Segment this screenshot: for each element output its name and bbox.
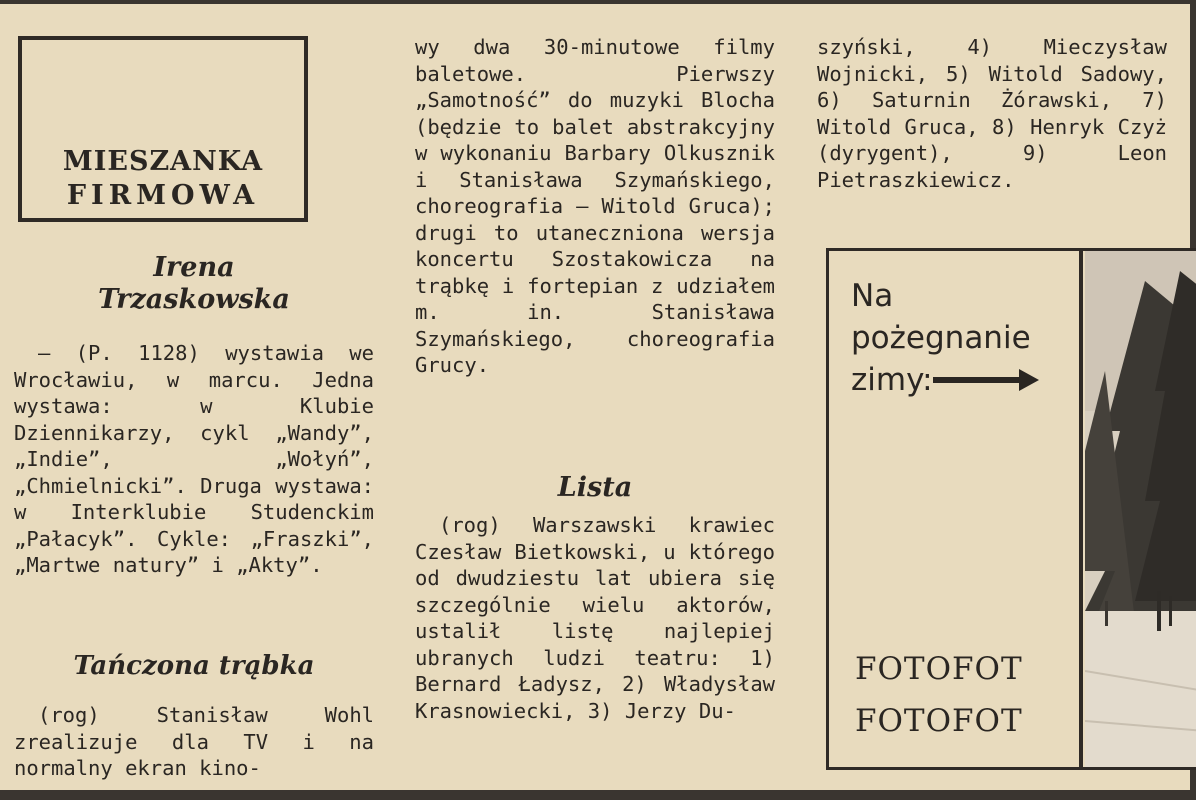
- arrow-shaft: [933, 377, 1019, 383]
- caption-line2: pożegnanie: [851, 320, 1031, 356]
- winter-forest-photo: [1085, 251, 1196, 767]
- lista-text-col2: (rog) Warszawski krawiec Czesław Bietkowski, u którego od dwudziestu lat ubiera się szczególnie wielu aktorów, ustalił listę najlepiej ubranych ludzi teatru: 1) Bernard Ładysz, 2) Władysław Krasnowiecki, 3) Jerzy Du-: [415, 513, 775, 723]
- photo-credit-2: FOTOFOT: [855, 703, 1023, 739]
- irena-text: — (P. 1128) wystawia we Wrocławiu, w marcu. Jedna wystawa: w Klubie Dziennikarzy, cykl „Wandy”, „Indie”, „Wołyń”, „Chmielnicki”. Druga wystawa: w Interklubie Studenckim „Pałacyk”. Cykle: „Fraszki”, „Martwe natury” i „Akty”.: [14, 341, 374, 577]
- photo-box: [826, 248, 1196, 770]
- photo-divider: [1079, 251, 1083, 767]
- bottom-rule: [0, 790, 1196, 800]
- top-rule: [0, 0, 1196, 4]
- boxed-heading-line1: MIESZANKA: [62, 146, 264, 177]
- boxed-heading: [18, 36, 308, 222]
- tanczona-title: Tańczona trąbka: [73, 651, 315, 681]
- irena-title: [14, 252, 374, 316]
- caption-line3: zimy:: [851, 362, 933, 398]
- irena-title-line2: Trzaskowska: [98, 284, 290, 315]
- boxed-heading-line2: FIRMOWA: [66, 180, 260, 211]
- arrow-right-icon: [1019, 369, 1039, 391]
- caption-line1: Na: [851, 278, 894, 314]
- tanczona-text-col2: wy dwa 30-minutowe filmy baletowe. Pierwszy „Samotność” do muzyki Blocha (będzie to balet abstrakcyjny w wykonaniu Barbary Olkusznik i Stanisława Szymańskiego, choreografia — Witold Gruca); drugi to utaneczniona wersja koncertu Szostakowicza na trąbkę i fortepian z udziałem m. in. Stanisława Szymańskiego, choreografia Grucy.: [415, 35, 775, 377]
- winter-trees-image: [1085, 251, 1196, 767]
- lista-text-col3: szyński, 4) Mieczysław Wojnicki, 5) Witold Sadowy, 6) Saturnin Żórawski, 7) Witold Gruca, 8) Henryk Czyż (dyrygent), 9) Leon Pietraszkiewicz.: [817, 35, 1167, 192]
- lista-title: Lista: [557, 472, 633, 503]
- photo-credit-1: FOTOFOT: [855, 651, 1023, 687]
- tanczona-text-col1: (rog) Stanisław Wohl zrealizuje dla TV i na normalny ekran kino-: [14, 703, 374, 780]
- caption-line3-row: [851, 359, 1071, 401]
- irena-title-line1: Irena: [153, 252, 235, 283]
- photo-caption: [851, 275, 1071, 401]
